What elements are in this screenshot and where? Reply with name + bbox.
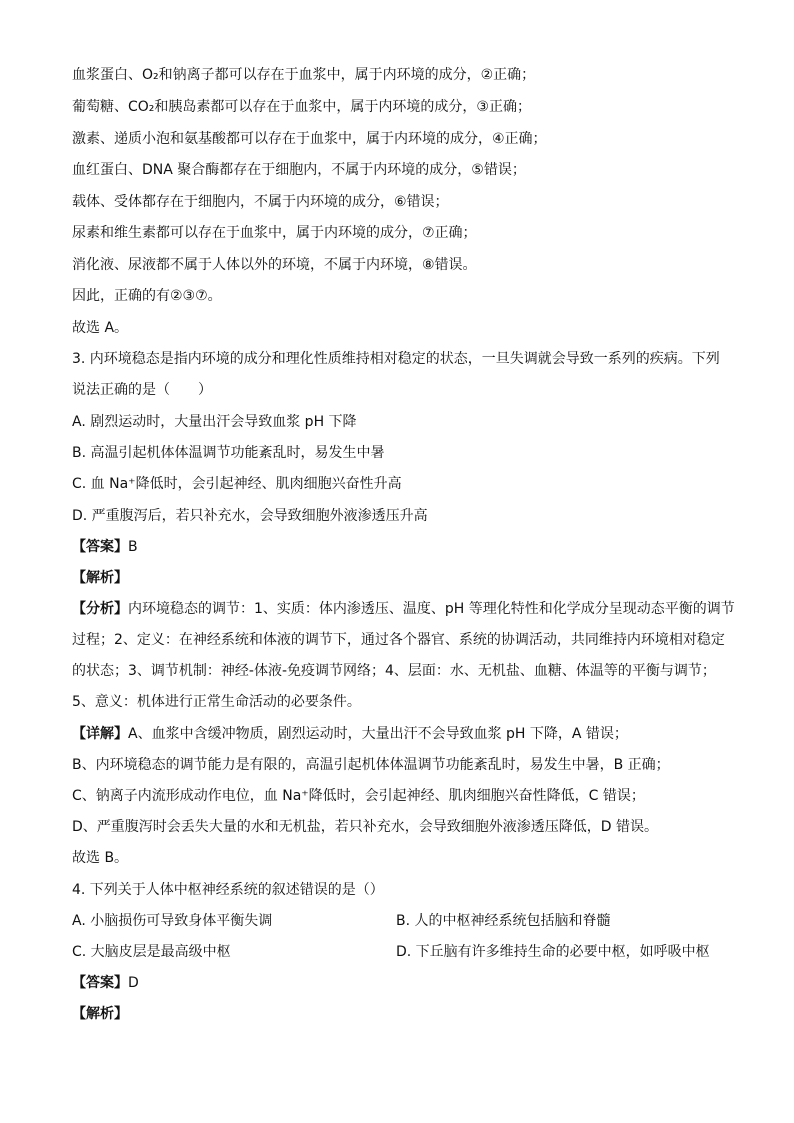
text-line: 血浆蛋白、O₂和钠离子都可以存在于血浆中，属于内环境的成分，②正确；	[72, 67, 536, 83]
answer-value: D	[128, 975, 139, 991]
fenxi-line: 的状态；3、调节机制：神经-体液-免疫调节网络；4、层面：水、无机盐、血糖、体温等的平衡与调节；	[72, 663, 716, 679]
analysis-tag: 【解析】	[72, 570, 128, 586]
question-3-stem: 3. 内环境稳态是指内环境的成分和理化性质维持相对稳定的状态，一旦失调就会导致一系列的疾病。下列	[72, 351, 720, 367]
text-line: 载体、受体都存在于细胞内，不属于内环境的成分，⑥错误；	[72, 194, 449, 210]
question-4-option-d: D. 下丘脑有许多维持生命的必要中枢，如呼吸中枢	[396, 944, 710, 960]
question-3-stem-cont: 说法正确的是（ ）	[72, 382, 212, 398]
fenxi-tag: 【分析】	[72, 601, 128, 617]
question-3-answer	[72, 538, 138, 556]
text-line: 消化液、尿液都不属于人体以外的环境，不属于内环境，⑧错误。	[72, 257, 477, 273]
question-4-stem: 4. 下列关于人体中枢神经系统的叙述错误的是（）	[72, 882, 384, 898]
question-3-analysis-tag	[72, 569, 128, 587]
question-4-option-a: A. 小脑损伤可导致身体平衡失调	[72, 913, 273, 929]
question-4-option-b: B. 人的中枢神经系统包括脑和脊髓	[396, 913, 611, 929]
question-3-option-a: A. 剧烈运动时，大量出汗会导致血浆 pH 下降	[72, 414, 357, 430]
xiangjie-line: D、严重腹泻时会丢失大量的水和无机盐，若只补充水，会导致细胞外液渗透压降低，D 错误。	[72, 819, 659, 835]
answer-tag: 【答案】	[72, 975, 128, 991]
xiangjie-tag: 【详解】	[72, 726, 128, 742]
xiangjie-line: A、血浆中含缓冲物质，剧烈运动时，大量出汗不会导致血浆 pH 下降，A 错误；	[128, 726, 628, 742]
question-3-option-d: D. 严重腹泻后，若只补充水，会导致细胞外液渗透压升高	[72, 508, 428, 524]
text-line: 尿素和维生素都可以存在于血浆中，属于内环境的成分，⑦正确；	[72, 225, 477, 241]
xiangjie-line: C、钠离子内流形成动作电位，血 Na⁺降低时，会引起神经、肌肉细胞兴奋性降低，C 错误；	[72, 788, 645, 804]
question-3-option-c: C. 血 Na⁺降低时，会引起神经、肌肉细胞兴奋性升高	[72, 476, 402, 492]
fenxi-line: 5、意义：机体进行正常生命活动的必要条件。	[72, 694, 361, 710]
text-line: 因此，正确的有②③⑦。	[72, 288, 222, 304]
question-4-option-c: C. 大脑皮层是最高级中枢	[72, 944, 231, 960]
text-line: 激素、递质小泡和氨基酸都可以存在于血浆中，属于内环境的成分，④正确；	[72, 131, 547, 147]
answer-tag: 【答案】	[72, 539, 128, 555]
xiangjie-line: 故选 B。	[72, 850, 129, 866]
question-3-xiangjie	[72, 725, 628, 743]
fenxi-line: 过程；2、定义：在神经系统和体液的调节下，通过各个器官、系统的协调活动，共同维持内环境相对稳定	[72, 632, 725, 648]
text-line: 故选 A。	[72, 320, 129, 336]
question-3-option-b: B. 高温引起机体体温调节功能紊乱时，易发生中暑	[72, 445, 385, 461]
question-4-answer	[72, 974, 139, 992]
fenxi-line: 内环境稳态的调节：1、实质：体内渗透压、温度、pH 等理化特性和化学成分呈现动态平衡的调节	[128, 601, 735, 617]
answer-value: B	[128, 539, 138, 555]
analysis-tag: 【解析】	[72, 1006, 128, 1022]
text-line: 血红蛋白、DNA 聚合酶都存在于细胞内，不属于内环境的成分，⑤错误；	[72, 162, 526, 178]
question-4-analysis-tag	[72, 1005, 128, 1023]
text-line: 葡萄糖、CO₂和胰岛素都可以存在于血浆中，属于内环境的成分，③正确；	[72, 99, 531, 115]
xiangjie-line: B、内环境稳态的调节能力是有限的，高温引起机体体温调节功能紊乱时，易发生中暑，B 正确；	[72, 757, 670, 773]
question-3-fenxi	[72, 600, 735, 618]
